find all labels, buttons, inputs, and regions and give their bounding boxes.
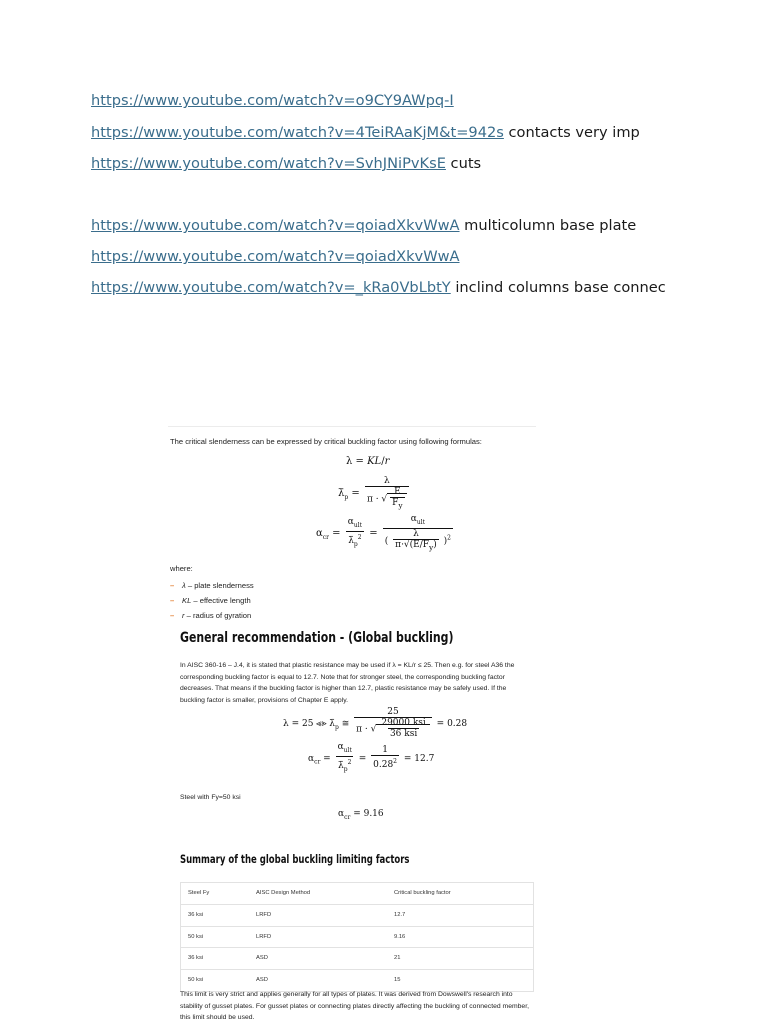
steel-note: Steel with Fy=50 ksi bbox=[180, 794, 241, 801]
youtube-link[interactable]: https://www.youtube.com/watch?v=o9CY9AWpq-I bbox=[91, 92, 454, 109]
bullet-symbol: λ bbox=[182, 581, 186, 590]
divider bbox=[168, 426, 536, 427]
link-note: contacts very imp bbox=[503, 124, 640, 141]
paragraph: In AISC 360-16 – J.4, it is stated that plastic resistance may be used if λ = KL/r ≤ 25. Then e.g. for steel A36 the corresponding buckling factor is equal to 12.7. Note that for stronger steel, the corresponding buckling factor decreases. That means if the buckling factor is higher than 12.7, plastic resistance may be safely used. If the buckling factor is smaller, provisions of Chapter E apply. bbox=[180, 662, 515, 704]
link-note: multicolumn base plate bbox=[459, 217, 637, 234]
where-label: where: bbox=[170, 564, 193, 573]
column-header: Critical buckling factor bbox=[394, 890, 451, 896]
youtube-link[interactable]: https://www.youtube.com/watch?v=SvhJNiPvKsE bbox=[91, 155, 446, 172]
table-row bbox=[180, 905, 534, 927]
table-cell: 21 bbox=[394, 955, 401, 962]
formula-50ksi-factor: $\alpha_{cr} = 9.16$ bbox=[338, 809, 384, 821]
footer-paragraph: This limit is very strict and applies generally for all types of plates. It was derived from Dowswell's research into stability of gusset plates. For gusset plates or connecting plates directly affecting the buckling of connected member, this limit should be used. bbox=[180, 991, 529, 1021]
link-note: cuts bbox=[445, 155, 482, 172]
formula-result: = 0.28 bbox=[436, 719, 468, 729]
formula-example-factor: $\alpha_{cr}$ = $\frac{\alpha_{ult}}{\lambdā_p^2}$ = $\frac{1}{0.28^2}$ = 12.7 bbox=[308, 742, 435, 773]
bullet-text: – radius of gyration bbox=[184, 611, 252, 620]
buckling-table bbox=[180, 882, 534, 992]
column-header: Steel Fy bbox=[188, 890, 210, 896]
dash-icon: – bbox=[170, 596, 175, 605]
link-line bbox=[91, 124, 640, 142]
table-row bbox=[180, 927, 534, 949]
youtube-link[interactable]: https://www.youtube.com/watch?v=4TeiRAaKjM&t=942s bbox=[91, 124, 504, 141]
dash-icon: – bbox=[170, 581, 175, 590]
formula-result: = 12.7 bbox=[403, 753, 435, 764]
link-line bbox=[91, 248, 460, 266]
link-line bbox=[91, 92, 454, 110]
table-cell: LRFD bbox=[256, 933, 272, 940]
table-cell: 50 ksi bbox=[188, 933, 204, 940]
table-cell: LRFD bbox=[256, 911, 272, 918]
bullet-item bbox=[170, 611, 251, 620]
table-cell: ASD bbox=[256, 977, 268, 984]
column-header: AISC Design Method bbox=[256, 890, 311, 896]
embedded-screenshot bbox=[168, 424, 538, 1024]
table-cell: 9.16 bbox=[394, 933, 406, 940]
link-line bbox=[91, 217, 636, 235]
link-note: inclind columns base connec bbox=[450, 279, 666, 296]
bullet-symbol: r bbox=[182, 611, 185, 620]
youtube-link[interactable]: https://www.youtube.com/watch?v=qoiadXkvWwA bbox=[91, 217, 460, 234]
table-header-row bbox=[180, 883, 534, 905]
table-cell: ASD bbox=[256, 955, 268, 962]
bullet-symbol: KL bbox=[182, 596, 192, 605]
table-cell: 36 ksi bbox=[188, 955, 204, 962]
dash-icon: – bbox=[170, 611, 175, 620]
summary-heading: Summary of the global buckling limiting factors bbox=[180, 852, 410, 866]
table-cell: 12.7 bbox=[394, 911, 406, 918]
table-cell: 36 ksi bbox=[188, 911, 204, 918]
formula-slenderness: λ = KL/r bbox=[346, 456, 390, 467]
link-line bbox=[91, 155, 481, 173]
intro-text: The critical slenderness can be expressed by critical buckling factor using following formulas: bbox=[170, 437, 482, 446]
table-cell: 50 ksi bbox=[188, 977, 204, 984]
section-heading: General recommendation - (Global buckling) bbox=[180, 630, 454, 646]
table-row bbox=[180, 948, 534, 970]
bullet-item bbox=[170, 596, 251, 605]
youtube-link[interactable]: https://www.youtube.com/watch?v=_kRa0VbLbtY bbox=[91, 279, 451, 296]
formula-reduced-slenderness: $\lambdā_p$ = λ π · √ $\frac{E}{F_y}$ bbox=[338, 476, 411, 511]
table-cell: 15 bbox=[394, 977, 401, 984]
youtube-link[interactable]: https://www.youtube.com/watch?v=qoiadXkvWwA bbox=[91, 248, 460, 265]
formula-critical-factor: $\alpha_{cr}$ = $\frac{\alpha_{ult}}{\lambdā_p^2}$ = $\alpha_{ult}$ ( $\frac{\lambda}{\pi\cdot√(E/F_y)}$ )$^2$ bbox=[316, 514, 451, 552]
formula-result: = 9.16 bbox=[353, 809, 384, 819]
bullet-text: – plate slenderness bbox=[185, 581, 254, 590]
bullet-item bbox=[170, 581, 254, 590]
link-line bbox=[91, 278, 671, 298]
formula-example-slenderness: λ = 25 ⪡⪢ $\lambdā_p$ ≅ 25 π · √ $\frac{\text{29000 ksi}}{\text{36 ksi}}$ = 0.28 bbox=[283, 707, 468, 739]
bullet-text: – effective length bbox=[191, 596, 251, 605]
